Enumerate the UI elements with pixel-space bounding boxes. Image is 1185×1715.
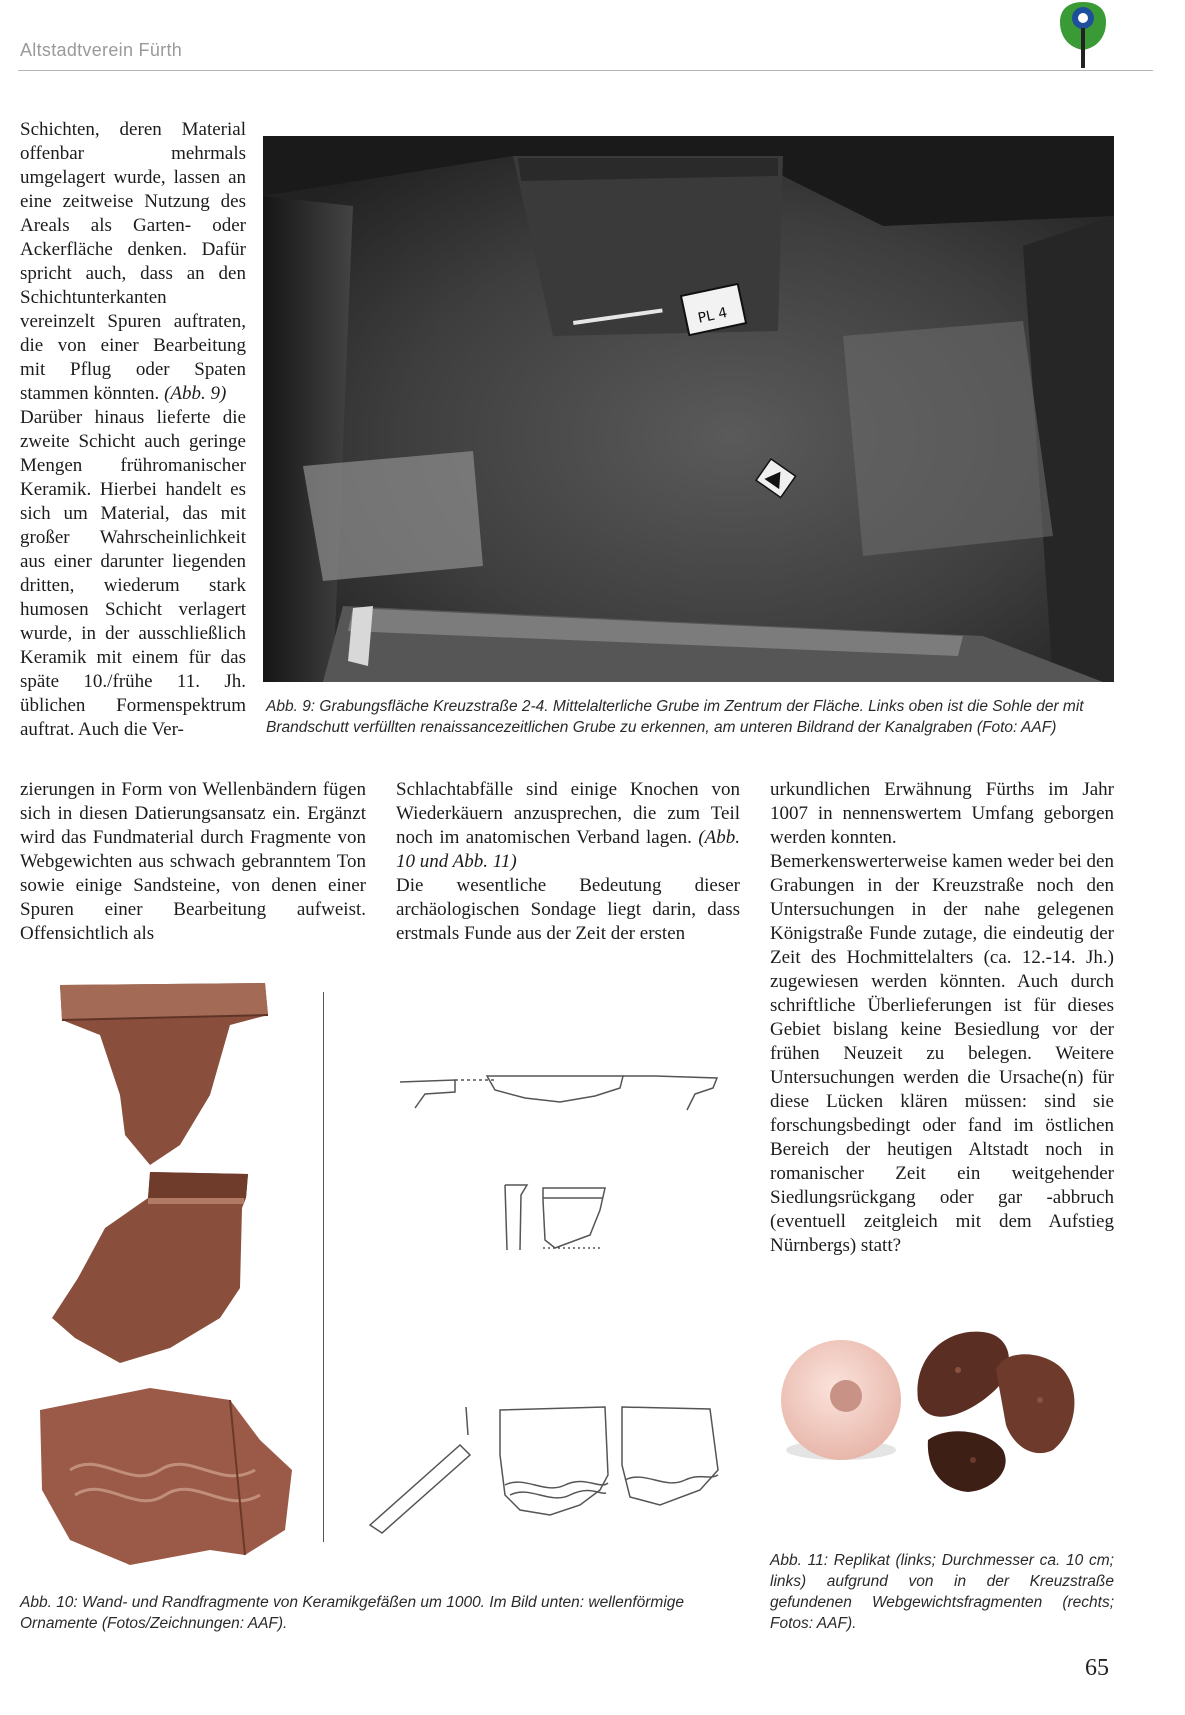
right-paragraph-1: urkundlichen Erwähnung Fürths im Jahr 1007 in nennenswertem Umfang geborgen werden konnten.	[770, 779, 1114, 848]
middle-paragraph-2: Die wesentliche Bedeutung dieser archäologischen Sondage liegt darin, dass erstmals Funde aus der Zeit der ersten	[396, 875, 740, 944]
sherd-photo-1	[30, 975, 310, 1175]
right-column	[770, 778, 1114, 1258]
figure9-photo	[263, 136, 1114, 682]
header-rule	[18, 70, 1153, 71]
middle-paragraph-1: Schlachtabfälle sind einige Knochen von Wiederkäuern anzusprechen, die zum Teil noch im anatomischen Verband lagen.	[396, 779, 740, 848]
right-paragraph-2: Bemerkenswerterweise kamen weder bei den Grabungen in der Kreuzstraße noch den Untersuchungen in der nahe gelegenen Königstraße Funde zutage, die eindeutig der Zeit des Hochmittelalters (ca. 12.-14. Jh.) zugewiesen werden könnten. Auch durch schriftliche Überlieferungen ist für dieses Gebiet bislang keine Besiedlung vor der frühen Neuzeit zu belegen. Weitere Untersuchungen werden die Ursache(n) für diese Lücken klären müssen: sind sie forschungsbedingt oder fand im östlichen Bereich der heutigen Altstadt noch in romanischer Zeit ein weitgehender Siedlungsrückgang oder gar -abbruch (eventuell zeitgleich mit dem Aufstieg Nürnbergs) statt?	[770, 851, 1114, 1256]
altstadtverein-logo-icon	[1052, 0, 1114, 72]
sherd-profile-drawings	[395, 1060, 725, 1260]
left-column-top	[20, 118, 246, 742]
figure9-caption: Abb. 9: Grabungsfläche Kreuzstraße 2-4. Mittelalterliche Grube im Zentrum der Fläche. Links oben ist die Sohle der mit Brandschutt verfüllten renaissancezeitlichen Grube zu erkennen, am unteren Bildrand der Kanalgraben (Foto: AAF)	[266, 698, 1084, 736]
figure10-divider	[323, 992, 324, 1542]
middle-column	[396, 778, 740, 946]
figure10-caption: Abb. 10: Wand- und Randfragmente von Keramikgefäßen um 1000. Im Bild unten: wellenförmige Ornamente (Fotos/Zeichnungen: AAF).	[20, 1594, 685, 1632]
left-column-bottom	[20, 778, 366, 946]
left-ref-abb9: (Abb. 9)	[164, 383, 227, 404]
excavation-photo-illustration	[263, 136, 1114, 682]
left-paragraph-3: zierungen in Form von Wellenbändern fügen sich in diesen Datierungsansatz ein. Ergänzt wird das Fundmaterial durch Fragmente von Webgewichten aus schwach gebranntem Ton sowie einige Sandsteine, von denen einer Spuren einer Bearbeitung aufweist. Offensichtlich als	[20, 779, 366, 944]
page-number: 65	[1085, 1655, 1109, 1681]
header-title: Altstadtverein Fürth	[20, 40, 183, 60]
sherd-photo-2	[30, 1168, 260, 1368]
left-paragraph-2: Darüber hinaus lieferte die zweite Schicht auch geringe Mengen frühromanischer Keramik. Hierbei handelt es sich um Material, das mit großer Wahrscheinlichkeit aus einer darunter liegenden dritten, wiederum stark humosen Schicht verlagert wurde, in der ausschließlich Keramik mit einem für das späte 10./frühe 11. Jh. üblichen Formenspektrum auftrat. Auch die Ver-	[20, 407, 246, 740]
figure11-caption: Abb. 11: Replikat (links; Durchmesser ca. 10 cm; links) aufgrund von in der Kreuzstraße gefundenen Webgewichtsfragmenten (rechts; Fotos: AAF).	[770, 1552, 1114, 1632]
loom-weights-photo	[778, 1320, 1118, 1520]
photo-sign-text: PL 4	[696, 304, 729, 327]
left-paragraph-1: Schichten, deren Material offenbar mehrmals umgelagert wurde, lassen an eine zeitweise Nutzung des Areals als Garten- oder Ackerfläche denken. Dafür spricht auch, dass an den Schichtunterkanten vereinzelt Spuren auftraten, die von einer Bearbeitung mit Pflug oder Spaten stammen könnten.	[20, 119, 246, 404]
middle-ref-abb10-11: (Abb. 10 und Abb. 11)	[396, 827, 740, 872]
sherd-photo-3-wavy	[30, 1380, 300, 1570]
sherd-wavy-drawings	[360, 1395, 730, 1555]
